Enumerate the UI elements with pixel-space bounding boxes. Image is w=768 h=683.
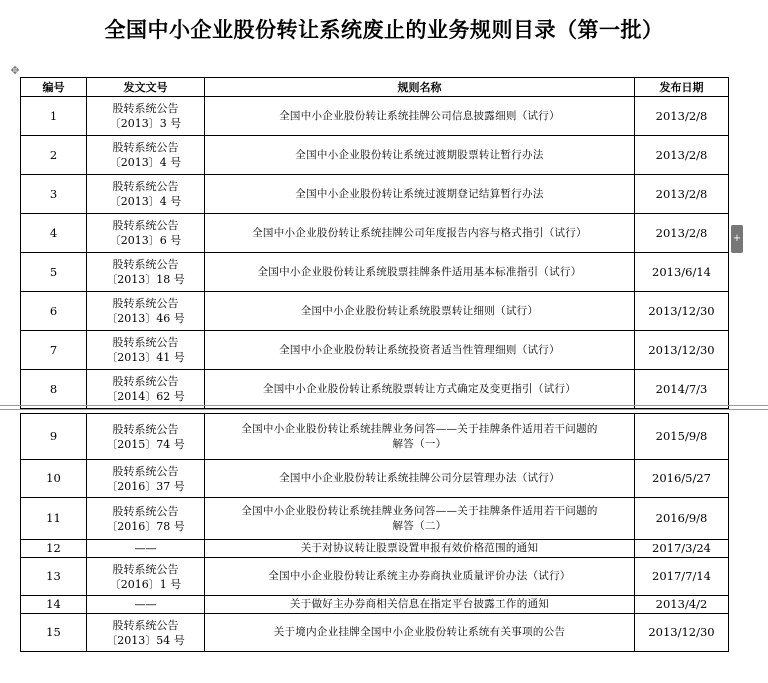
table-row bbox=[21, 97, 729, 136]
row-name: 关于做好主办券商相关信息在指定平台披露工作的通知 bbox=[205, 596, 635, 614]
row-doc-line1: 股转系统公告 bbox=[112, 180, 179, 193]
row-doc-line2: 〔2016〕1 号 bbox=[109, 577, 182, 591]
row-name: 全国中小企业股份转让系统股票转让方式确定及变更指引（试行） bbox=[205, 370, 635, 409]
row-doc-line2: 〔2015〕74 号 bbox=[106, 437, 185, 451]
table-row bbox=[21, 498, 729, 540]
row-num: 14 bbox=[21, 596, 87, 614]
row-doc-line1: 股转系统公告 bbox=[112, 258, 179, 271]
row-doc-line1: 股转系统公告 bbox=[112, 562, 179, 576]
header-doc: 发文文号 bbox=[87, 78, 205, 97]
table-row bbox=[21, 540, 729, 558]
row-doc-line1: 股转系统公告 bbox=[112, 336, 179, 349]
row-num: 11 bbox=[21, 498, 87, 540]
row-doc: —— bbox=[87, 596, 205, 614]
row-date: 2013/2/8 bbox=[635, 214, 729, 253]
row-doc-line2: 〔2014〕62 号 bbox=[106, 390, 185, 403]
row-doc-line2: 〔2013〕41 号 bbox=[106, 351, 185, 364]
side-expand-icon[interactable]: + bbox=[731, 225, 743, 253]
row-doc bbox=[87, 558, 205, 596]
table-row bbox=[21, 614, 729, 652]
row-num: 5 bbox=[21, 253, 87, 292]
row-name-line1: 全国中小企业股份转让系统挂牌业务问答——关于挂牌条件适用若干问题的 bbox=[241, 422, 598, 435]
row-name-line1: 全国中小企业股份转让系统挂牌业务问答——关于挂牌条件适用若干问题的 bbox=[241, 504, 598, 517]
table-row bbox=[21, 292, 729, 331]
row-date: 2016/5/27 bbox=[635, 460, 729, 498]
row-name bbox=[205, 414, 635, 460]
rules-table-page-2 bbox=[20, 413, 729, 652]
row-doc-line2: 〔2013〕18 号 bbox=[106, 273, 185, 286]
row-date: 2016/9/8 bbox=[635, 498, 729, 540]
row-doc-line2: 〔2016〕37 号 bbox=[106, 479, 185, 493]
row-num: 7 bbox=[21, 331, 87, 370]
row-date: 2013/2/8 bbox=[635, 136, 729, 175]
row-doc bbox=[87, 214, 205, 253]
row-doc bbox=[87, 614, 205, 652]
row-doc-line1: 股转系统公告 bbox=[112, 297, 179, 310]
row-date: 2013/4/2 bbox=[635, 596, 729, 614]
page-break-divider bbox=[0, 405, 768, 411]
row-doc-line2: 〔2013〕6 号 bbox=[109, 234, 182, 247]
row-name: 全国中小企业股份转让系统主办券商执业质量评价办法（试行） bbox=[205, 558, 635, 596]
table-row bbox=[21, 253, 729, 292]
row-date: 2014/7/3 bbox=[635, 370, 729, 409]
table-row bbox=[21, 460, 729, 498]
row-doc bbox=[87, 97, 205, 136]
table-row bbox=[21, 558, 729, 596]
row-name: 全国中小企业股份转让系统股票转让细则（试行） bbox=[205, 292, 635, 331]
row-doc bbox=[87, 414, 205, 460]
row-num: 6 bbox=[21, 292, 87, 331]
row-num: 13 bbox=[21, 558, 87, 596]
row-doc-line1: 股转系统公告 bbox=[112, 141, 179, 154]
row-doc-line1: 股转系统公告 bbox=[112, 464, 179, 478]
row-date: 2013/2/8 bbox=[635, 97, 729, 136]
row-name bbox=[205, 498, 635, 540]
row-num: 3 bbox=[21, 175, 87, 214]
row-name: 关于境内企业挂牌全国中小企业股份转让系统有关事项的公告 bbox=[205, 614, 635, 652]
table-row bbox=[21, 175, 729, 214]
table-row bbox=[21, 214, 729, 253]
table-header-row bbox=[21, 78, 729, 97]
table-row bbox=[21, 414, 729, 460]
row-date: 2013/6/14 bbox=[635, 253, 729, 292]
row-doc bbox=[87, 331, 205, 370]
row-num: 12 bbox=[21, 540, 87, 558]
row-doc: —— bbox=[87, 540, 205, 558]
row-doc-line2: 〔2013〕3 号 bbox=[109, 117, 182, 130]
row-doc-line2: 〔2013〕46 号 bbox=[106, 312, 185, 325]
row-date: 2013/12/30 bbox=[635, 331, 729, 370]
row-date: 2015/9/8 bbox=[635, 414, 729, 460]
row-doc bbox=[87, 460, 205, 498]
row-doc bbox=[87, 292, 205, 331]
row-date: 2013/2/8 bbox=[635, 175, 729, 214]
page-title: 全国中小企业股份转让系统废止的业务规则目录（第一批） bbox=[104, 18, 664, 42]
row-doc bbox=[87, 498, 205, 540]
row-num: 10 bbox=[21, 460, 87, 498]
row-num: 9 bbox=[21, 414, 87, 460]
table-row bbox=[21, 331, 729, 370]
row-num: 8 bbox=[21, 370, 87, 409]
row-name: 全国中小企业股份转让系统挂牌公司分层管理办法（试行） bbox=[205, 460, 635, 498]
row-doc-line1: 股转系统公告 bbox=[112, 422, 179, 436]
row-doc-line2: 〔2013〕4 号 bbox=[109, 195, 182, 208]
row-doc bbox=[87, 136, 205, 175]
row-num: 1 bbox=[21, 97, 87, 136]
row-doc-line1: 股转系统公告 bbox=[112, 102, 179, 115]
row-name: 全国中小企业股份转让系统挂牌公司年度报告内容与格式指引（试行） bbox=[205, 214, 635, 253]
row-doc-line1: 股转系统公告 bbox=[112, 618, 179, 632]
table-move-handle-icon[interactable]: ✥ bbox=[10, 64, 20, 77]
row-name: 全国中小企业股份转让系统过渡期登记结算暂行办法 bbox=[205, 175, 635, 214]
row-doc bbox=[87, 370, 205, 409]
row-name: 全国中小企业股份转让系统挂牌公司信息披露细则（试行） bbox=[205, 97, 635, 136]
row-name: 全国中小企业股份转让系统股票挂牌条件适用基本标准指引（试行） bbox=[205, 253, 635, 292]
row-name: 关于对协议转让股票设置申报有效价格范围的通知 bbox=[205, 540, 635, 558]
row-name-line2: 解答（一） bbox=[392, 437, 447, 450]
row-doc-line2: 〔2013〕4 号 bbox=[109, 156, 182, 169]
row-date: 2013/12/30 bbox=[635, 614, 729, 652]
row-doc bbox=[87, 175, 205, 214]
row-doc-line1: 股转系统公告 bbox=[112, 219, 179, 232]
header-name: 规则名称 bbox=[205, 78, 635, 97]
header-num: 编号 bbox=[21, 78, 87, 97]
row-doc-line2: 〔2013〕54 号 bbox=[106, 633, 185, 647]
header-date: 发布日期 bbox=[635, 78, 729, 97]
row-date: 2017/3/24 bbox=[635, 540, 729, 558]
row-date: 2013/12/30 bbox=[635, 292, 729, 331]
row-doc bbox=[87, 253, 205, 292]
row-num: 4 bbox=[21, 214, 87, 253]
row-date: 2017/7/14 bbox=[635, 558, 729, 596]
row-num: 2 bbox=[21, 136, 87, 175]
row-doc-line1: 股转系统公告 bbox=[112, 504, 179, 518]
row-doc-line2: 〔2016〕78 号 bbox=[106, 519, 185, 533]
table-row bbox=[21, 596, 729, 614]
rules-table-page-1 bbox=[20, 77, 729, 409]
table-row bbox=[21, 136, 729, 175]
row-name: 全国中小企业股份转让系统过渡期股票转让暂行办法 bbox=[205, 136, 635, 175]
row-name-line2: 解答（二） bbox=[392, 519, 447, 532]
table-row bbox=[21, 370, 729, 409]
row-doc-line1: 股转系统公告 bbox=[112, 375, 179, 388]
row-num: 15 bbox=[21, 614, 87, 652]
row-name: 全国中小企业股份转让系统投资者适当性管理细则（试行） bbox=[205, 331, 635, 370]
